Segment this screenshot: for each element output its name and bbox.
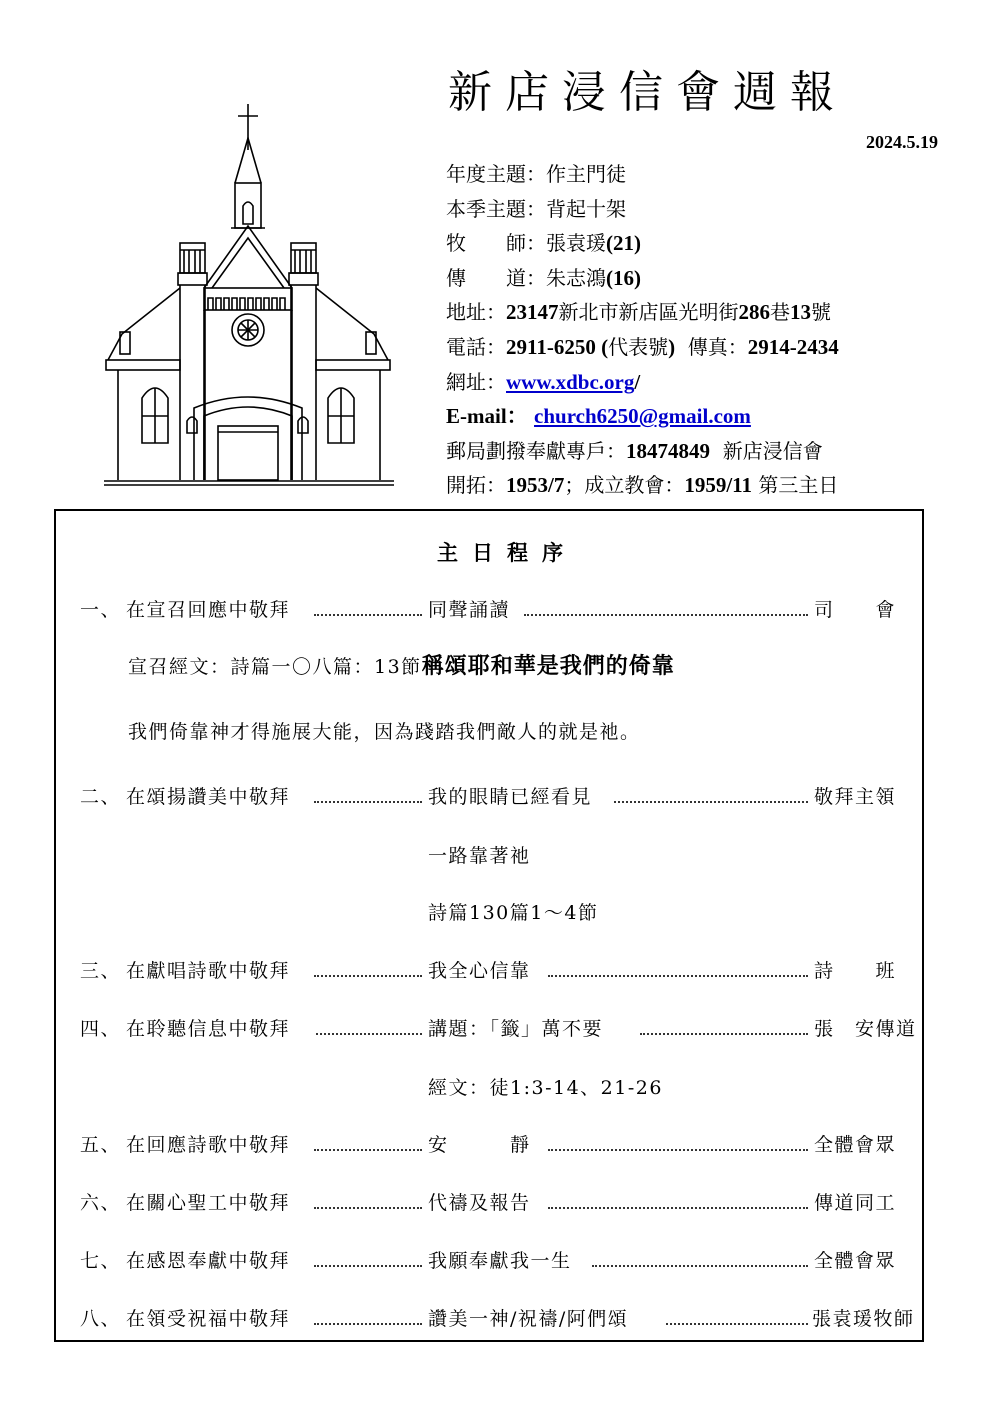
founded-date: 1953/7 [506, 473, 565, 498]
dot-leader [314, 1323, 422, 1325]
year-theme-line [446, 157, 839, 192]
program-item-label: 在回應詩歌中敬拜 [126, 1134, 291, 1156]
program-item-num: 三、 [80, 960, 122, 982]
postal-name: 新店浸信會 [722, 438, 823, 463]
call-scripture-line [128, 652, 675, 680]
pastor-years: (21) [606, 231, 641, 256]
dot-leader [314, 975, 422, 977]
church-info [446, 157, 839, 503]
program-item-label: 在獻唱詩歌中敬拜 [126, 960, 291, 982]
program-item-content: 我的眼睛已經看見 [428, 786, 593, 808]
bulletin-date: 2024.5.19 [866, 132, 938, 152]
preacher-name: 朱志鴻 [546, 265, 606, 290]
fax-number: 2914-2434 [747, 334, 839, 359]
program-item-num: 五、 [80, 1134, 122, 1156]
website-line [446, 365, 839, 400]
program-item-num: 六、 [80, 1192, 122, 1214]
program-item-num: 二、 [80, 786, 122, 808]
dot-leader [592, 1265, 808, 1267]
email-line [446, 399, 839, 434]
season-theme-label: 本季主題： [446, 196, 546, 221]
phone-line [446, 330, 839, 365]
program-item-num: 一、 [80, 599, 122, 621]
dot-leader [614, 801, 808, 803]
season-theme-line [446, 192, 839, 227]
postal-label: 郵局劃撥奉獻專戶： [446, 438, 626, 463]
program-item-person: 傳道同工 [814, 1192, 897, 1214]
website-link[interactable]: www.xdbc.org [506, 369, 635, 394]
phone-rep: 代表號 [608, 334, 669, 359]
praise-song-2: 一路靠著祂 [428, 845, 531, 867]
preacher-years: (16) [606, 265, 641, 290]
program-item-person: 全體會眾 [814, 1250, 897, 1272]
address-zip: 23147 [506, 300, 559, 325]
email-label: E-mail： [446, 404, 528, 429]
program-item-label: 在宣召回應中敬拜 [126, 599, 291, 621]
season-theme-value: 背起十架 [546, 196, 626, 221]
program-item-content: 我全心信靠 [428, 960, 531, 982]
sunday-label: 第三主日 [758, 473, 839, 498]
program-item [0, 783, 1000, 811]
address-lane: 巷 [770, 300, 790, 325]
dot-leader [548, 1207, 808, 1209]
program-item-person: 詩 班 [814, 960, 897, 982]
bulletin-title: 新店浸信會週報 [448, 67, 847, 118]
program-item-person: 全體會眾 [814, 1134, 897, 1156]
dot-leader [548, 1149, 808, 1151]
dot-leader [314, 1207, 422, 1209]
sermon-scripture: 經文：徒1:3-14、21-26 [428, 1077, 663, 1099]
program-item-num: 七、 [80, 1250, 122, 1272]
phone-close: ) [668, 334, 676, 359]
preacher-colon: ： [526, 265, 546, 290]
program-item-num: 四、 [80, 1018, 122, 1040]
program-item [0, 1247, 1000, 1275]
program-item-content: 安 靜 [428, 1134, 531, 1156]
program-item [0, 957, 1000, 985]
dot-leader [548, 975, 808, 977]
founded-line [446, 468, 839, 503]
church-illustration [100, 98, 400, 493]
year-theme-label: 年度主題： [446, 162, 546, 186]
phone-label: 電話： [446, 334, 506, 359]
dot-leader [666, 1323, 808, 1325]
program-item [0, 1189, 1000, 1217]
year-theme-value: 作主門徒 [546, 162, 626, 186]
email-link[interactable]: church6250@gmail.com [534, 404, 751, 429]
address-label: 地址： [446, 300, 506, 325]
program-item-content: 我願奉獻我一生 [428, 1250, 572, 1272]
website-slash: / [634, 369, 641, 394]
call-scripture-text: 我們倚靠神才得施展大能，因為踐踏我們敵人的就是祂。 [128, 721, 641, 743]
address-city: 新北市新店區光明街 [558, 300, 739, 325]
program-item [0, 1131, 1000, 1159]
dot-leader [640, 1033, 808, 1035]
preacher-label: 傳 道 [446, 265, 526, 290]
program-item [0, 596, 1000, 624]
program-item-content: 讚美一神/祝禱/阿們頌 [428, 1308, 629, 1330]
call-scripture-label: 宣召經文：詩篇一〇八篇：13節 [128, 656, 422, 678]
pastor-name: 張袁瑗 [546, 231, 606, 256]
fax-label: 傳真： [687, 334, 748, 359]
program-item-label: 在聆聽信息中敬拜 [126, 1018, 291, 1040]
phone-number: 2911-6250 ( [506, 334, 609, 359]
program-title: 主日程序 [437, 540, 577, 565]
program-item [0, 1305, 1000, 1333]
pastor-colon: ： [526, 231, 546, 256]
dot-leader [314, 1265, 422, 1267]
call-scripture-title: 稱頌耶和華是我們的倚靠 [421, 653, 675, 679]
dot-leader [314, 801, 422, 803]
established-date: 1959/11 [684, 473, 753, 498]
pastor-line [446, 226, 839, 261]
program-item-label: 在領受祝福中敬拜 [126, 1308, 291, 1330]
founded-label: 開拓： [446, 473, 506, 498]
program-item-content: 講題：「籤」萬不要 [428, 1018, 604, 1040]
postal-line [446, 434, 839, 469]
program-item-content: 代禱及報告 [428, 1192, 531, 1214]
program-item-person: 司 會 [814, 599, 897, 621]
program-item-person: 張袁瑗牧師 [812, 1308, 915, 1330]
dot-leader [314, 614, 422, 616]
program-item-person: 張 安傳道 [814, 1018, 917, 1040]
praise-psalm: 詩篇130篇1～4節 [428, 902, 599, 924]
program-item-content: 同聲誦讀 [428, 599, 511, 621]
dot-leader [316, 1033, 422, 1035]
program-item [0, 1015, 1000, 1043]
program-item-label: 在頌揚讚美中敬拜 [126, 786, 291, 808]
address-number-1: 286 [738, 300, 770, 325]
program-item-num: 八、 [80, 1308, 122, 1330]
preacher-line [446, 261, 839, 296]
address-number-2: 13 [790, 300, 811, 325]
address-line [446, 295, 839, 330]
pastor-label: 牧 師 [446, 231, 526, 256]
dot-leader [524, 614, 808, 616]
established-label: ；成立教會： [564, 473, 685, 498]
dot-leader [314, 1149, 422, 1151]
website-label: 網址： [446, 369, 506, 394]
address-end: 號 [811, 300, 831, 325]
program-item-label: 在感恩奉獻中敬拜 [126, 1250, 291, 1272]
postal-number: 18474849 [626, 438, 710, 463]
program-item-label: 在關心聖工中敬拜 [126, 1192, 291, 1214]
program-item-person: 敬拜主領 [814, 786, 897, 808]
